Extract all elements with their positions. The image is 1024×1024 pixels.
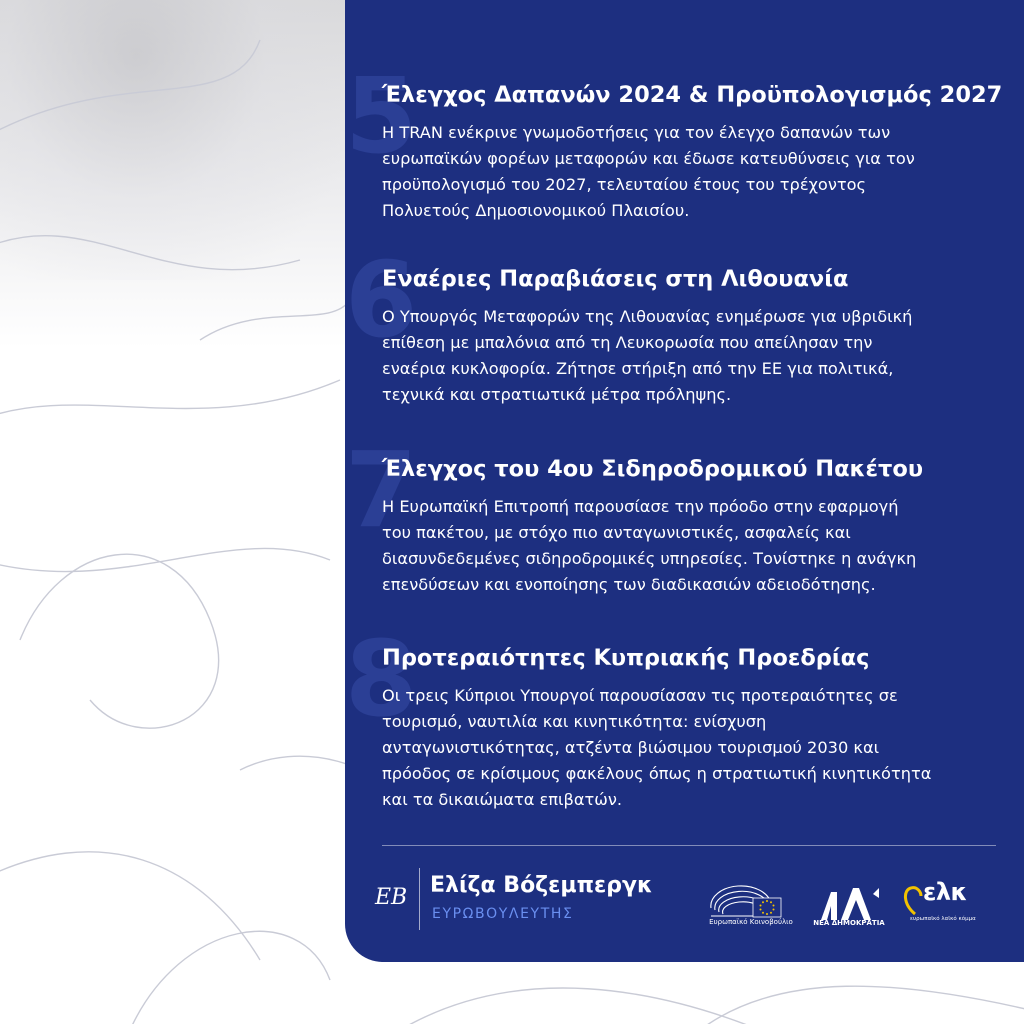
section-title: Εναέριες Παραβιάσεις στη Λιθουανία: [382, 266, 849, 292]
content-panel: [345, 0, 1024, 962]
elk-wordmark: ελκ: [923, 878, 968, 906]
european-parliament-label: Ευρωπαϊκό Κοινοβούλιο: [709, 918, 793, 926]
section-number: 8: [345, 618, 418, 740]
footer-divider: [382, 845, 996, 846]
monogram-logo: [373, 876, 411, 920]
section-title: Προτεραιότητες Κυπριακής Προεδρίας: [382, 645, 870, 671]
author-name: Ελίζα Βόζεμπεργκ: [430, 873, 653, 898]
section-number: 5: [345, 55, 418, 177]
european-parliament-logo-icon: [707, 876, 789, 936]
section-body: Η TRAN ενέκρινε γνωμοδοτήσεις για τον έλεγχο δαπανών των ευρωπαϊκών φορέων μεταφορών και έδωσε κατευθύνσεις για τον προϋπολογισμό του 2027, τελευταίου έτους του τρέχοντος Πολυετούς Δημοσιονομικού Πλαισίου.: [382, 123, 915, 220]
footer-separator: [419, 868, 420, 930]
author-role: ΕΥΡΩΒΟΥΛΕΥΤΗΣ: [432, 906, 574, 922]
nea-dimokratia-label: ΝΕΑ ΔΗΜΟΚΡΑΤΙΑ: [813, 919, 885, 927]
footer: [345, 868, 1024, 938]
section-number: 6: [345, 239, 418, 361]
nea-dimokratia-logo-icon: [817, 884, 881, 924]
section-body: Οι τρεις Κύπριοι Υπουργοί παρουσίασαν τις προτεραιότητες σε τουρισμό, ναυτιλία και κινητικότητα: ενίσχυση ανταγωνιστικότητας, ατζέντα βιώσιμου τουρισμού 2030 και πρόοδος σε κρίσιμους φακέλους όπως η στρατιωτική κινητικότητα και τα δικαιώματα επιβατών.: [382, 686, 932, 809]
section-number: 7: [345, 429, 418, 551]
section-title: Έλεγχος Δαπανών 2024 & Προϋπολογισμός 2027: [382, 82, 1003, 108]
section-body: Η Ευρωπαϊκή Επιτροπή παρουσίασε την πρόοδο στην εφαρμογή του πακέτου, με στόχο πιο ανταγωνιστικές, ασφαλείς και διασυνδεδεμένες σιδηροδρομικές υπηρεσίες. Τονίστηκε η ανάγκη επενδύσεων και ενοποίησης των διαδικασιών αδειοδότησης.: [382, 497, 917, 594]
svg-text:EB: EB: [375, 885, 408, 910]
section-body: Ο Υπουργός Μεταφορών της Λιθουανίας ενημέρωσε για υβριδική επίθεση με μπαλόνια από τη Λευκορωσία που απείλησαν την εναέρια κυκλοφορία. Ζήτησε στήριξη από την ΕΕ για πολιτικά, τεχνικά και στρατιωτικά μέτρα πρόληψης.: [382, 307, 913, 404]
section-title: Έλεγχος του 4ου Σιδηροδρομικού Πακέτου: [382, 456, 924, 482]
elk-subtitle: ευρωπαϊκό λαϊκό κόμμα: [910, 916, 976, 922]
